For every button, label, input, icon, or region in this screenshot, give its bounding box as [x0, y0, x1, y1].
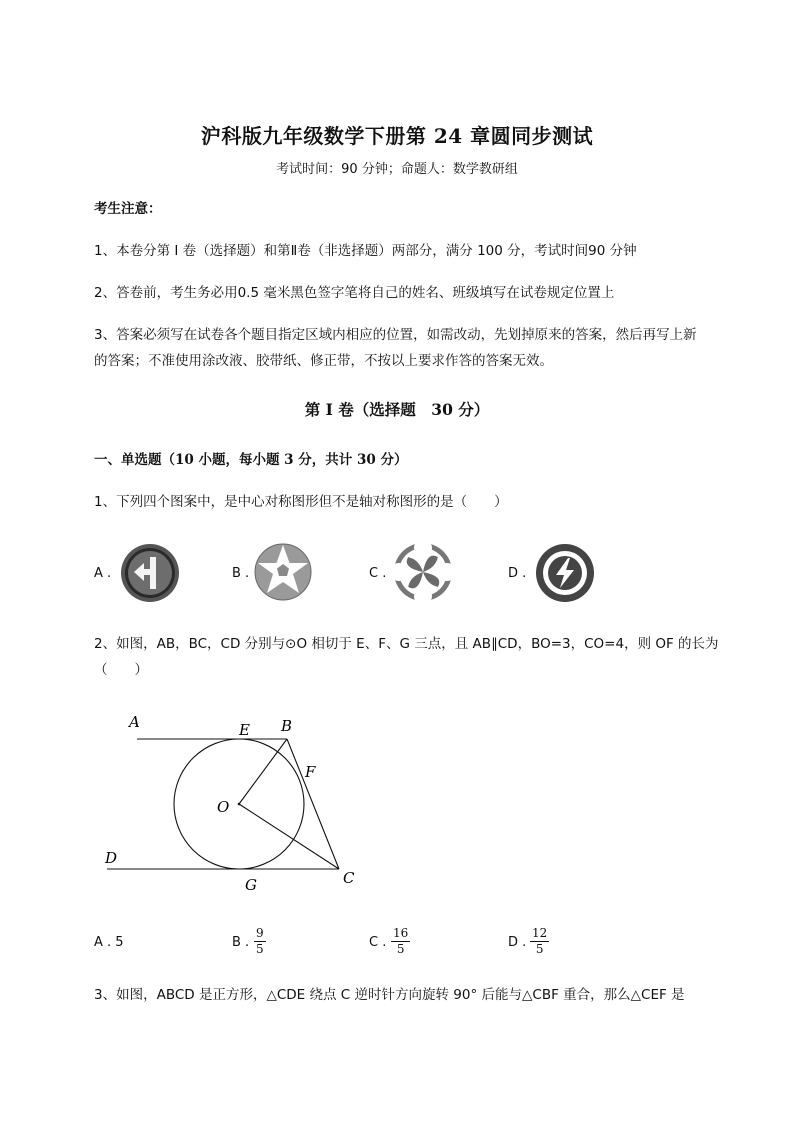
line-bc	[287, 739, 339, 869]
notice-heading: 考生注意：	[94, 201, 162, 217]
label-f: F	[305, 763, 316, 781]
q1-option-b-label[interactable]: B .	[232, 566, 250, 581]
question-1-stem: 1、下列四个图案中，是中心对称图形但不是轴对称图形的是（ ）	[94, 494, 508, 510]
question-2-stem: 2、如图，AB，BC，CD 分别与⊙O 相切于 E、F、G 三点，且 AB∥CD，BO=3，CO=4，则 OF 的长为	[94, 636, 719, 652]
notice-item-1: 1、本卷分第 I 卷（选择题）和第Ⅱ卷（非选择题）两部分，满分 100 分，考试时间90 分钟	[94, 243, 637, 259]
part-heading: 一、单选题（10 小题，每小题 3 分，共计 30 分）	[94, 452, 408, 468]
center-point	[238, 803, 241, 806]
page-title: 沪科版九年级数学下册第 24 章圆同步测试	[200, 124, 594, 148]
q1-option-c-label[interactable]: C .	[369, 566, 387, 581]
q2-option-c-label[interactable]: C .	[369, 935, 387, 950]
fraction-numerator: 16	[393, 926, 409, 940]
q2-option-b-label[interactable]: B .	[232, 935, 250, 950]
line-ob	[239, 739, 287, 804]
q2-tangent-circle-diagram	[95, 705, 375, 905]
question-2-stem-cont: （ ）	[94, 662, 148, 678]
fraction-denominator: 5	[256, 942, 264, 956]
q2-option-b-fraction	[254, 926, 266, 957]
q1-option-a-label[interactable]: A .	[94, 566, 112, 581]
line-oc	[239, 804, 339, 869]
notice-item-2: 2、答卷前，考生务必用0.5 毫米黑色签字笔将自己的姓名、班级填写在试卷规定位置上	[94, 285, 615, 301]
q1-option-a-icon[interactable]	[120, 543, 180, 603]
q2-option-a[interactable]: A . 5	[94, 935, 124, 950]
label-b: B	[281, 717, 293, 735]
fraction-numerator: 12	[532, 926, 548, 940]
fraction-denominator: 5	[396, 942, 405, 956]
q2-option-d-label[interactable]: D .	[508, 935, 527, 950]
question-3-stem: 3、如图，ABCD 是正方形，△CDE 绕点 C 逆时针方向旋转 90° 后能与△CBF 重合，那么△CEF 是	[94, 987, 685, 1003]
label-g: G	[245, 876, 257, 894]
label-e: E	[239, 721, 250, 739]
q1-option-c-icon[interactable]	[393, 542, 453, 602]
q2-option-d-fraction	[530, 926, 549, 957]
label-o: O	[217, 798, 230, 816]
label-a: A	[129, 713, 140, 731]
label-c: C	[343, 869, 355, 887]
q2-option-c-fraction	[391, 926, 410, 957]
section-title: 第 I 卷（选择题 30 分）	[304, 400, 490, 419]
fraction-denominator: 5	[535, 942, 544, 956]
notice-item-3-cont: 的答案；不准使用涂改液、胶带纸、修正带，不按以上要求作答的答案无效。	[94, 353, 553, 369]
q1-option-d-icon[interactable]	[535, 543, 595, 603]
notice-item-3: 3、答案必须写在试卷各个题目指定区域内相应的位置，如需改动，先划掉原来的答案，然后再写上新	[94, 327, 697, 343]
q1-option-b-icon[interactable]	[253, 542, 313, 602]
exam-info: 考试时间：90 分钟；命题人：数学教研组	[276, 162, 518, 177]
q1-option-d-label[interactable]: D .	[508, 566, 527, 581]
label-d: D	[105, 849, 118, 867]
fraction-numerator: 9	[256, 926, 264, 940]
